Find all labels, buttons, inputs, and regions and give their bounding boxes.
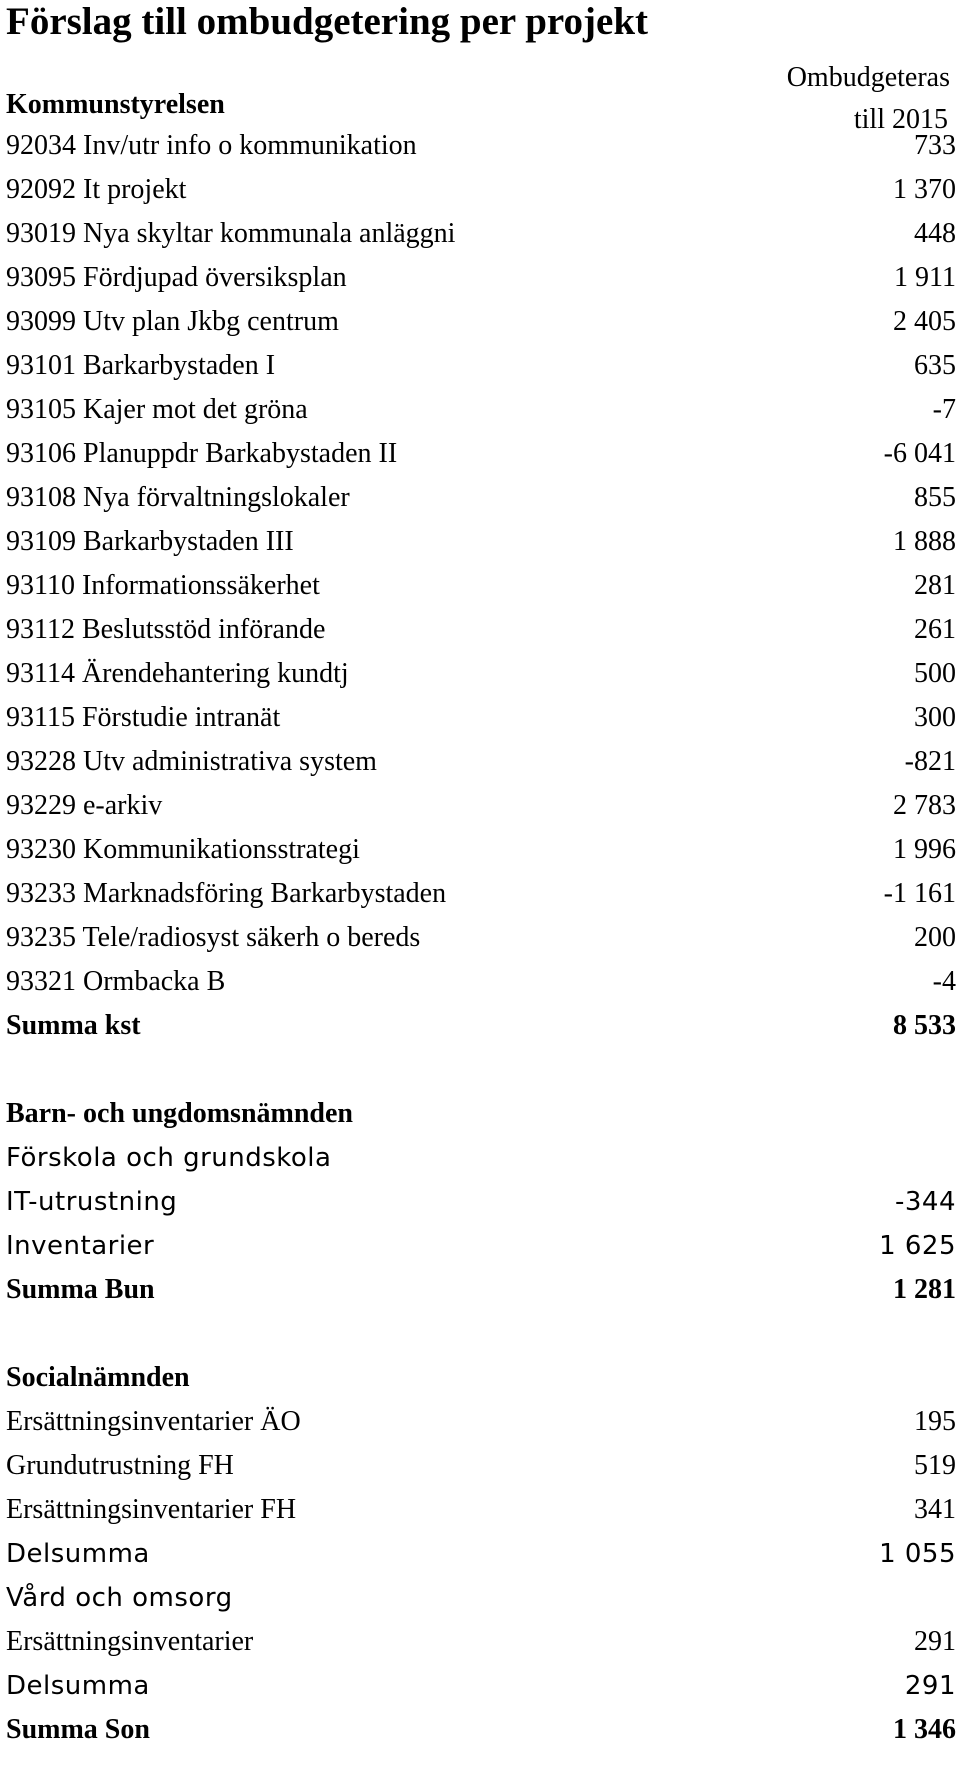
row-value: 300 — [914, 702, 956, 733]
row-value: 341 — [914, 1494, 956, 1525]
row-label: 92034 Inv/utr info o kommunikation — [6, 130, 417, 161]
row-label: 93105 Kajer mot det gröna — [6, 394, 308, 425]
row-value: 195 — [914, 1406, 956, 1437]
section-heading-label: Socialnämnden — [6, 1362, 190, 1393]
row-value: -821 — [904, 746, 956, 777]
row-label: 93108 Nya förvaltningslokaler — [6, 482, 350, 513]
table-row — [6, 960, 956, 1004]
row-value: 1 996 — [893, 834, 956, 865]
row-label: Delsumma — [6, 1539, 150, 1569]
row-label: 93101 Barkarbystaden I — [6, 350, 276, 381]
table-row — [6, 1444, 956, 1488]
table-row — [6, 476, 956, 520]
table-row — [6, 1180, 956, 1224]
row-value: -1 161 — [883, 878, 956, 909]
row-label: 93109 Barkarbystaden III — [6, 526, 294, 557]
table-row — [6, 564, 956, 608]
row-label: 93115 Förstudie intranät — [6, 702, 281, 733]
row-label: 93106 Planuppdr Barkabystaden II — [6, 438, 398, 469]
total-value: 1 346 — [893, 1714, 956, 1745]
row-label: 93095 Fördjupad översiksplan — [6, 262, 347, 293]
row-value: 500 — [914, 658, 956, 689]
table-row — [6, 1532, 956, 1576]
row-value: 855 — [914, 482, 956, 513]
row-value: 1 888 — [893, 526, 956, 557]
row-value: 1 911 — [894, 262, 956, 293]
row-value: 1 625 — [879, 1231, 956, 1261]
row-value: 1 370 — [893, 174, 956, 205]
row-value: 291 — [914, 1626, 956, 1657]
row-value: 519 — [914, 1450, 956, 1481]
section-heading-label: Kommunstyrelsen — [6, 89, 225, 120]
row-label: Ersättningsinventarier ÄO — [6, 1406, 301, 1437]
total-value: 1 281 — [893, 1274, 956, 1305]
row-label: 93114 Ärendehantering kundtj — [6, 658, 349, 689]
subheading-label: Förskola och grundskola — [6, 1143, 332, 1173]
table-row — [6, 256, 956, 300]
total-value: 8 533 — [893, 1010, 956, 1041]
column-header-line1: Ombudgeteras — [786, 62, 950, 93]
row-label: 93235 Tele/radiosyst säkerh o bereds — [6, 922, 421, 953]
row-value: 281 — [914, 570, 956, 601]
table-row — [6, 212, 956, 256]
row-value: -6 041 — [883, 438, 956, 469]
row-label: 93233 Marknadsföring Barkarbystaden — [6, 878, 447, 909]
row-value: 635 — [914, 350, 956, 381]
row-label: Ersättningsinventarier — [6, 1626, 254, 1657]
row-label: 93321 Ormbacka B — [6, 966, 226, 997]
table-row — [6, 652, 956, 696]
total-label: Summa Son — [6, 1714, 150, 1745]
row-value: 733 — [914, 130, 956, 161]
table-row — [6, 1620, 956, 1664]
row-label: 93110 Informationssäkerhet — [6, 570, 320, 601]
row-label: Ersättningsinventarier FH — [6, 1494, 297, 1525]
subheading-forskola — [6, 1136, 956, 1180]
row-label: 93229 e-arkiv — [6, 790, 163, 821]
row-label: 92092 It projekt — [6, 174, 187, 205]
table-row — [6, 916, 956, 960]
table-row — [6, 520, 956, 564]
total-row-bun — [6, 1268, 956, 1312]
page-title: Förslag till ombudgetering per projekt — [6, 0, 649, 43]
row-value: 200 — [914, 922, 956, 953]
row-value: 291 — [904, 1671, 956, 1701]
table-row — [6, 1488, 956, 1532]
table-row — [6, 344, 956, 388]
table-row — [6, 168, 956, 212]
table-row — [6, 432, 956, 476]
row-value: -344 — [894, 1187, 956, 1217]
row-label: 93228 Utv administrativa system — [6, 746, 377, 777]
table-row — [6, 608, 956, 652]
table-row — [6, 784, 956, 828]
total-row-kst — [6, 1004, 956, 1048]
row-value: -4 — [932, 966, 956, 997]
table-row — [6, 696, 956, 740]
total-row-son — [6, 1708, 956, 1752]
row-label: Inventarier — [6, 1231, 155, 1261]
table-row — [6, 872, 956, 916]
table-row — [6, 828, 956, 872]
section-heading-bun — [6, 1092, 956, 1136]
row-label: 93019 Nya skyltar kommunala anläggni — [6, 218, 456, 249]
subheading-vard — [6, 1576, 956, 1620]
table-row — [6, 300, 956, 344]
row-value: 2 405 — [893, 306, 956, 337]
total-label: Summa kst — [6, 1010, 141, 1041]
row-label: IT-utrustning — [6, 1187, 178, 1217]
table-row — [6, 124, 956, 168]
total-label: Summa Bun — [6, 1274, 155, 1305]
row-label: Delsumma — [6, 1671, 150, 1701]
row-label: 93112 Beslutsstöd införande — [6, 614, 326, 645]
table-row — [6, 1664, 956, 1708]
table-row — [6, 388, 956, 432]
row-value: 261 — [914, 614, 956, 645]
row-value: -7 — [932, 394, 956, 425]
row-value: 2 783 — [893, 790, 956, 821]
row-value: 1 055 — [879, 1539, 956, 1569]
section-heading-label: Barn- och ungdomsnämnden — [6, 1098, 353, 1129]
column-header-line2: till 2015 — [853, 104, 948, 135]
row-label: 93099 Utv plan Jkbg centrum — [6, 306, 339, 337]
row-label: Grundutrustning FH — [6, 1450, 234, 1481]
table-row — [6, 1400, 956, 1444]
row-label: 93230 Kommunikationsstrategi — [6, 834, 360, 865]
table-row — [6, 740, 956, 784]
row-value: 448 — [914, 218, 956, 249]
section-heading-social — [6, 1356, 956, 1400]
subheading-label: Vård och omsorg — [6, 1583, 233, 1613]
section-heading-kommunstyrelsen — [6, 83, 956, 127]
table-row — [6, 1224, 956, 1268]
